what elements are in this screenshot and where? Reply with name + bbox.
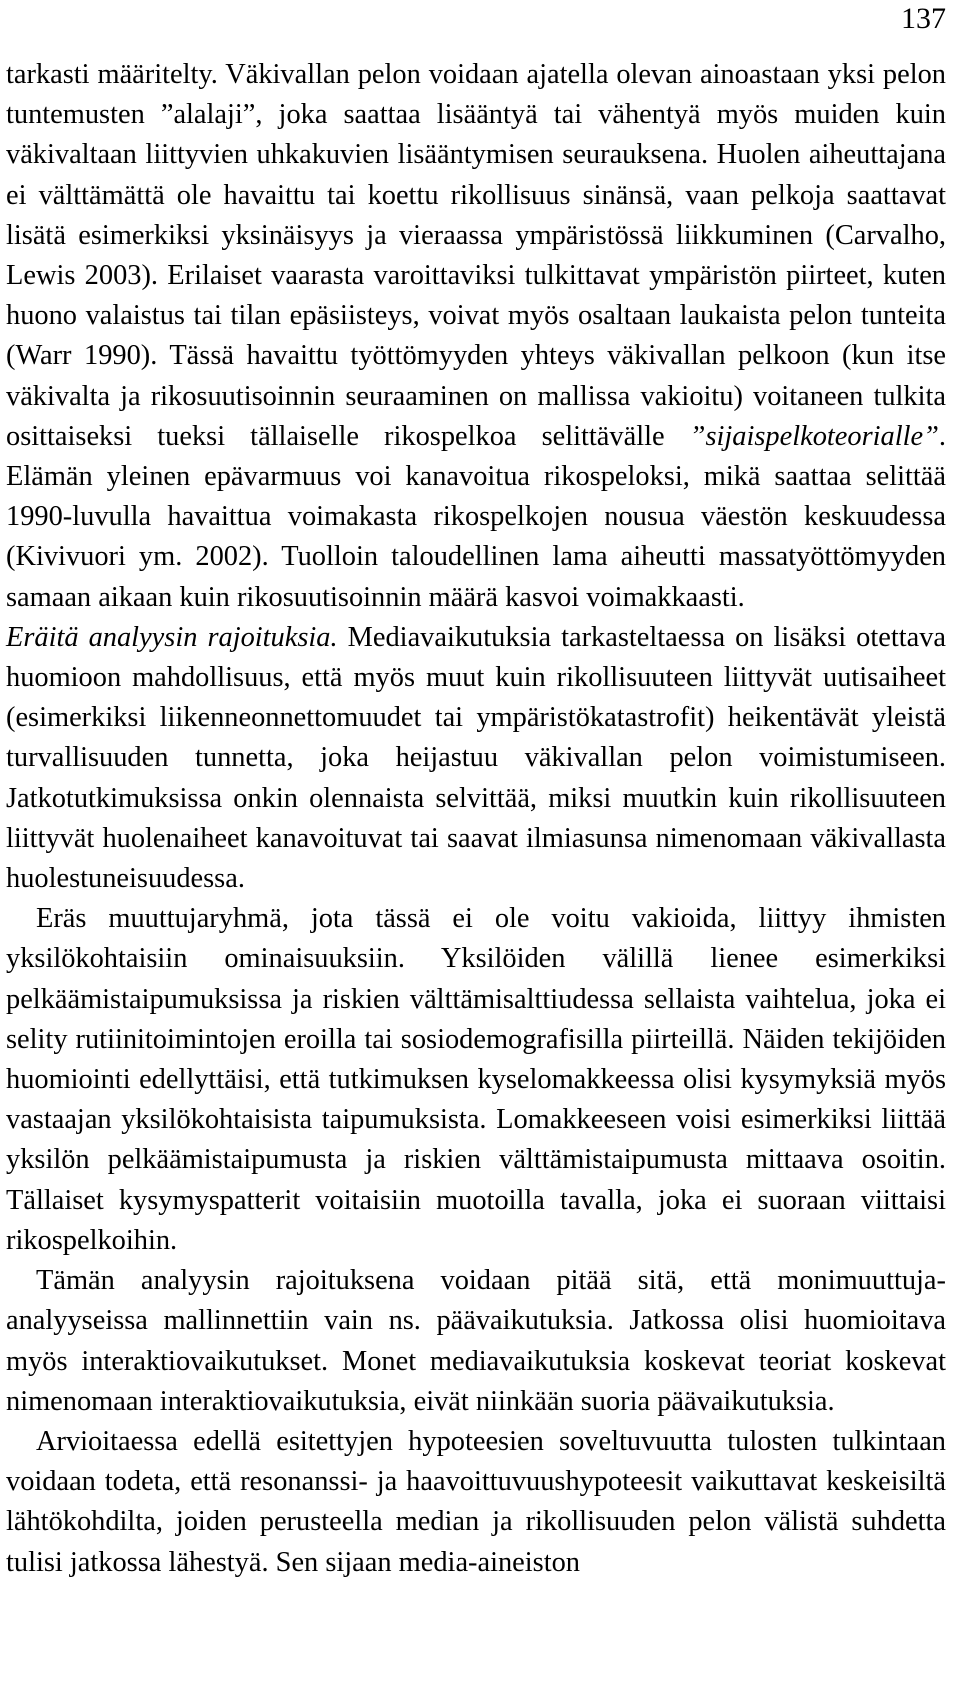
- paragraph-1-continuation: . Elämän yleinen epävarmuus voi kanavoitua rikospeloksi, mikä saattaa selittää 1990-luvulla havaittua voimakasta rikospelkojen nousua väestön keskuudessa (Kivivuori ym. 2002). Tuolloin taloudellinen lama aiheutti massatyöttömyyden samaan aikaan kuin rikosuutisoinnin määrä kasvoi voimakkaasti.: [6, 420, 946, 613]
- paragraph-1-italic-term: ”sijaispelkoteorialle”: [689, 420, 939, 452]
- paragraph-2-text: Mediavaikutuksia tarkasteltaessa on lisäksi otettava huomioon mahdollisuus, että myös muut kuin rikollisuuteen liittyvät uutisaiheet (esimerkiksi liikenneonnettomuudet tai ympäristökatastrofit) heikentävät yleistä turvallisuuden tunnetta, joka heijastuu väkivallan pelon voimistumiseen. Jatkotutkimuksissa onkin olennaista selvittää, miksi muutkin kuin rikollisuuteen liittyvät huolenaiheet kanavoituvat tai saavat ilmiasunsa nimenomaan väkivallasta huolestuneisuudessa.: [6, 621, 946, 895]
- page-number: 137: [901, 2, 946, 35]
- paragraph-3: Eräs muuttujaryhmä, jota tässä ei ole voitu vakioida, liittyy ihmisten yksilökohtaisiin ominaisuuksiin. Yksilöiden välillä lienee esimerkiksi pelkäämistaipumuksissa ja riskien välttämisalttiudessa sellaista vaihtelua, joka ei selity rutiinitoimintojen eroilla tai sosiodemografisilla piirteillä. Näiden tekijöiden huomiointi edellyttäisi, että tutkimuksen kyselomakkeessa olisi kysymyksiä myös vastaajan yksilökohtaisista taipumuksista. Lomakkeeseen voisi esimerkiksi liittää yksilön pelkäämistaipumusta ja riskien välttämistaipumusta mittaava osoitin. Tällaiset kysymyspatterit voitaisiin muotoilla tavalla, joka ei suoraan viittaisi rikospelkoihin.: [6, 903, 946, 1256]
- paragraph-4: Tämän analyysin rajoituksena voidaan pitää sitä, että monimuuttuja-analyyseissa mallinnettiin vain ns. päävaikutuksia. Jatkossa olisi huomioitava myös interaktiovaikutukset. Monet mediavaikutuksia koskevat teoriat koskevat nimenomaan interaktiovaikutuksia, eivät niinkään suoria päävaikutuksia.: [6, 1265, 946, 1417]
- section-run-in-heading: Eräitä analyysin rajoituksia.: [6, 621, 338, 653]
- paragraph-1: [6, 55, 946, 618]
- body-text: [6, 55, 946, 1583]
- paragraph-5: Arvioitaessa edellä esitettyjen hypoteesien soveltuvuutta tulosten tulkintaan voidaan todeta, että resonanssi- ja haavoittuvuushypoteesit vaikuttavat keskeisiltä lähtökohdilta, joiden perusteella median ja rikollisuuden pelon välistä suhdetta tulisi jatkossa lähestyä. Sen sijaan media-aineiston: [6, 1425, 946, 1578]
- paragraph-1-text: tarkasti määritelty. Väkivallan pelon voidaan ajatella olevan ainoastaan yksi pelon tuntemusten ”alalaji”, joka saattaa lisääntyä tai vähentyä myös muiden kuin väkivaltaan liittyvien uhkakuvien lisääntymisen seurauksena. Huolen aiheuttajana ei välttämättä ole havaittu tai koettu rikollisuus sinänsä, vaan pelkoja saattavat lisätä esimerkiksi yksinäisyys ja vieraassa ympäristössä liikkuminen (Carvalho, Lewis 2003). Erilaiset vaarasta varoittaviksi tulkittavat ympäristön piirteet, kuten huono valaistus tai tilan epäsiisteys, voivat myös osaltaan laukaista pelon tunteita (Warr 1990). Tässä havaittu työttömyyden yhteys väkivallan pelkoon (kun itse väkivalta ja rikosuutisoinnin seuraaminen on mallissa vakioitu) voitaneen tulkita osittaiseksi tueksi tällaiselle rikospelkoa selittävälle: [6, 59, 946, 452]
- paragraph-2: [6, 618, 946, 899]
